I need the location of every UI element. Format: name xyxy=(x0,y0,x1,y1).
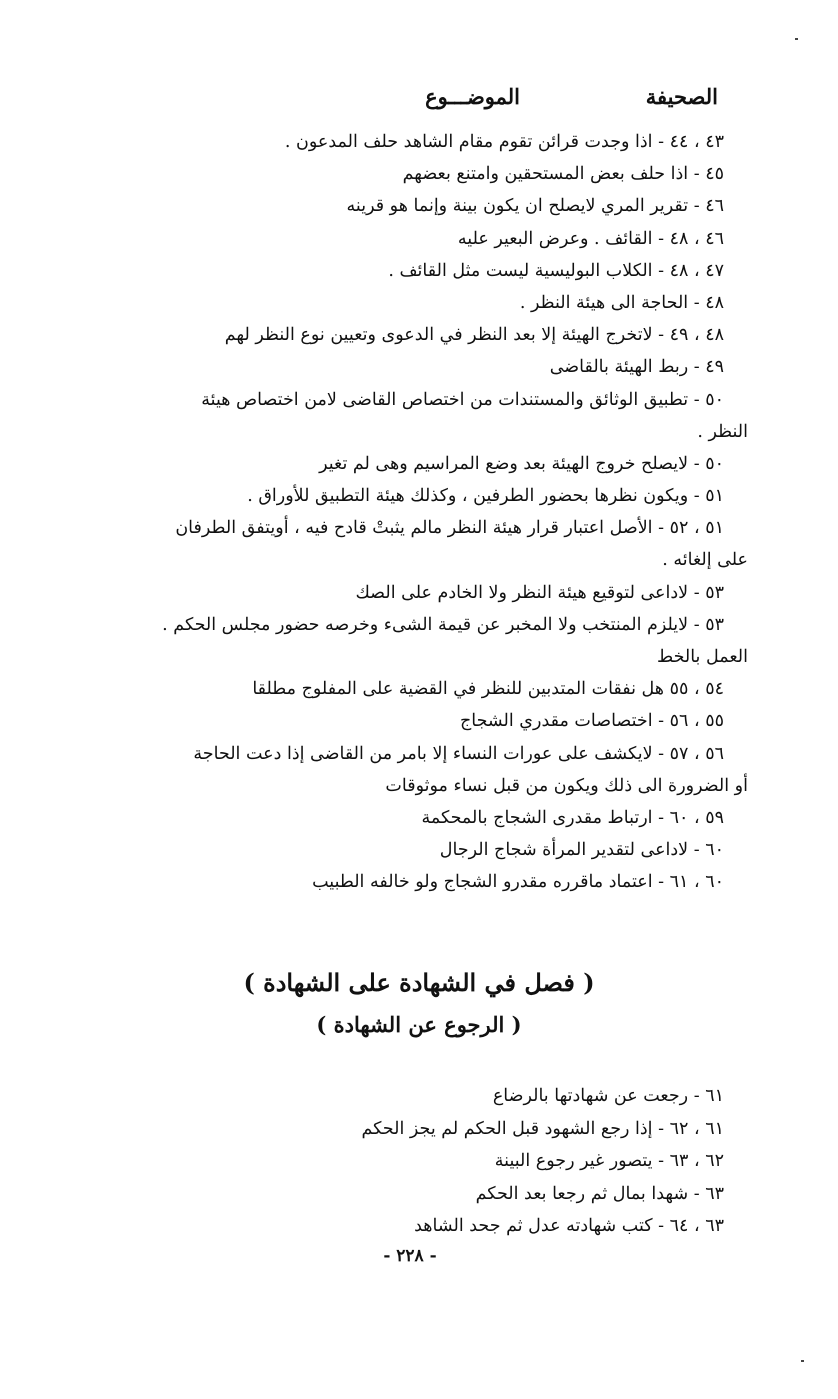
index-entries xyxy=(0,126,838,899)
section-subtitle: ( الرجوع عن الشهادة ) xyxy=(316,1012,522,1037)
page-column-header: الصحيفة xyxy=(645,84,718,109)
index-entry: ٦٠ ، ٦١ - اعتماد ماقرره مقدرو الشجاج ولو خالفه الطبيب xyxy=(312,872,724,893)
index-entry: ٥٣ - لايلزم المنتخب ولا المخبر عن قيمة الشىء وخرصه حضور مجلس الحكم . xyxy=(162,614,724,635)
index-entries-section-2 xyxy=(0,1080,838,1243)
index-entry: ٤٦ ، ٤٨ - القائف . وعرض البعير عليه xyxy=(457,228,724,249)
index-entry: ٥٣ - لاداعى لتوقيع هيئة النظر ولا الخادم على الصك xyxy=(355,582,724,603)
index-entry-continuation: أو الضرورة الى ذلك ويكون من قبل نساء موثوقات xyxy=(385,775,748,796)
index-entry: ٤٧ ، ٤٨ - الكلاب البوليسية ليست مثل القائف . xyxy=(388,260,724,281)
index-entry: ٤٦ - تقرير المري لايصلح ان يكون بينة وإنما هو قرينه xyxy=(346,196,724,217)
index-entry: ٦٠ - لاداعى لتقدير المرأة شجاج الرجال xyxy=(439,840,724,861)
index-entry: ٦٣ - شهدا بمال ثم رجعا بعد الحكم xyxy=(475,1183,724,1204)
index-entry-continuation: النظر . xyxy=(697,421,748,442)
index-entry: ٥٦ ، ٥٧ - لايكشف على عورات النساء إلا بامر من القاضى إذا دعت الحاجة xyxy=(193,743,724,764)
scan-speck xyxy=(801,1360,804,1362)
scan-speck xyxy=(795,38,798,40)
section-title: ( فصل في الشهادة على الشهادة ) xyxy=(243,968,595,997)
column-headers xyxy=(0,84,838,118)
index-entry: ٦١ - رجعت عن شهادتها بالرضاع xyxy=(492,1086,724,1106)
index-entry: ٥٠ - لايصلح خروج الهيئة بعد وضع المراسيم وهى لم تغير xyxy=(319,453,724,474)
index-entry-continuation: العمل بالخط xyxy=(656,647,748,667)
index-entry: ٦٣ ، ٦٤ - كتب شهادته عدل ثم جحد الشاهد xyxy=(414,1216,724,1236)
index-entry: ٤٨ ، ٤٩ - لاتخرج الهيئة إلا بعد النظر في الدعوى وتعيين نوع النظر لهم xyxy=(224,325,724,346)
index-entry: ٦١ ، ٦٢ - إذا رجع الشهود قبل الحكم لم يجز الحكم xyxy=(361,1118,724,1139)
index-entry: ٤٥ - اذا حلف بعض المستحقين وامتنع بعضهم xyxy=(402,164,724,185)
index-entry: ٥٤ ، ٥٥ هل نفقات المتدبين للنظر في القضية على المفلوج مطلقا xyxy=(252,679,724,700)
index-entry: ٥٠ - تطبيق الوثائق والمستندات من اختصاص القاضى لامن اختصاص هيئة xyxy=(201,389,724,410)
index-entry: ٥٩ ، ٦٠ - ارتباط مقدرى الشجاج بالمحكمة xyxy=(421,807,724,828)
index-entry: ٤٣ ، ٤٤ - اذا وجدت قرائن تقوم مقام الشاهد حلف المدعون . xyxy=(284,132,724,152)
index-entry: ٥١ - ويكون نظرها بحضور الطرفين ، وكذلك هيئة التطبيق للأوراق . xyxy=(247,486,724,507)
index-entry: ٦٢ ، ٦٣ - يتصور غير رجوع البينة xyxy=(494,1151,724,1171)
index-entry: ٥٥ ، ٥٦ - اختصاصات مقدري الشجاج xyxy=(460,711,724,732)
topic-column-header: الموضـــوع xyxy=(425,84,520,109)
page-number: - ٢٢٨ - xyxy=(383,1246,437,1266)
index-entry: ٤٨ - الحاجة الى هيئة النظر . xyxy=(519,292,724,313)
index-entry: ٥١ ، ٥٢ - الأصل اعتبار قرار هيئة النظر مالم يثبتْ قادح فيه ، أويتفق الطرفان xyxy=(175,518,724,539)
index-entry: ٤٩ - ربط الهيئة بالقاضى xyxy=(549,357,724,378)
index-entry-continuation: على إلغائه . xyxy=(662,550,748,571)
